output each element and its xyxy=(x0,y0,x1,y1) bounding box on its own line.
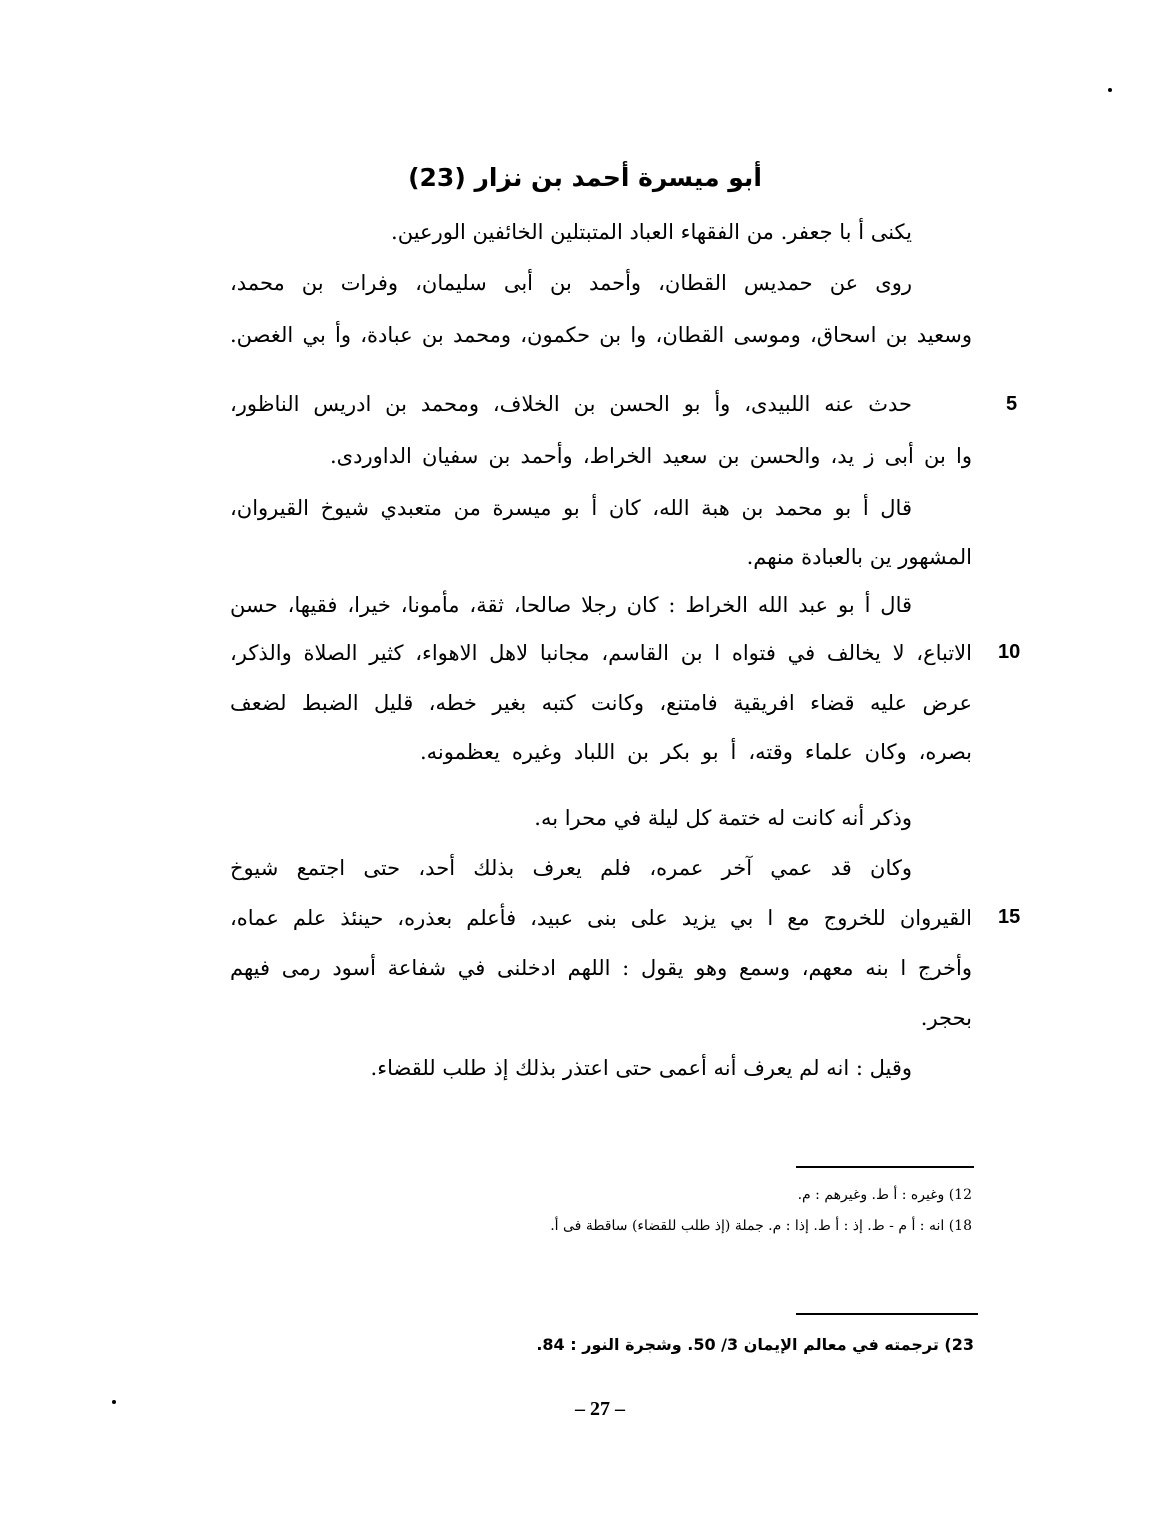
line-number-10: 10 xyxy=(998,641,1021,663)
text-line-12: وذكر أنه كانت له ختمة كل ليلة في محرا به. xyxy=(534,806,912,830)
apparatus-note-18: 18) انه : أ م - ط. إذ : أ ط. إذا : م. جملة (إذ طلب للقضاء) ساقطة فى أ. xyxy=(550,1218,972,1234)
biography-heading: أبو ميسرة أحمد بن نزار (23) xyxy=(408,163,762,192)
text-line-17: وقيل : انه لم يعرف أنه أعمى حتى اعتذر بذلك إذ طلب للقضاء. xyxy=(370,1056,912,1080)
text-line-8: قال أ بو عبد الله الخراط : كان رجلا صالحا، ثقة، مأمونا، خيرا، فقيها، حسن xyxy=(230,593,913,617)
text-line-16: بحجر. xyxy=(920,1006,972,1030)
text-line-2: روى عن حمديس القطان، وأحمد بن أبى سليمان، وفرات بن محمد، xyxy=(230,271,912,295)
text-line-7: المشهور ين بالعبادة منهم. xyxy=(746,545,972,569)
text-line-14: القيروان للخروج مع ا بي يزيد على بنى عبيد، فأعلم بعذره، حينئذ علم عماه، xyxy=(230,906,972,930)
text-line-1: يكنى أ با جعفر. من الفقهاء العباد المتبتلين الخائفين الورعين. xyxy=(391,220,912,244)
text-line-9: الاتباع، لا يخالف في فتواه ا بن القاسم، مجانبا لاهل الاهواء، كثير الصلاة والذكر، xyxy=(230,641,972,665)
line-number-5: 5 xyxy=(1006,393,1018,415)
scan-speck xyxy=(112,1400,116,1404)
text-line-5: وا بن أبى ز يد، والحسن بن سعيد الخراط، وأحمد بن سفيان الداوردى. xyxy=(330,444,972,468)
line-number-15: 15 xyxy=(998,906,1021,928)
text-line-4: حدث عنه اللبيدى، وأ بو الحسن بن الخلاف، ومحمد بن ادريس الناظور، xyxy=(230,392,912,416)
text-line-6: قال أ بو محمد بن هبة الله، كان أ بو ميسرة من متعبدي شيوخ القيروان، xyxy=(230,496,912,520)
source-note: 23) ترجمته في معالم الإيمان 3/ 50. وشجرة النور : 84. xyxy=(536,1335,974,1354)
page-number: – 27 – xyxy=(575,1398,625,1420)
text-line-3: وسعيد بن اسحاق، وموسى القطان، وا بن حكمون، ومحمد بن عبادة، وأ بي الغصن. xyxy=(230,323,972,347)
scan-speck xyxy=(1108,88,1112,92)
apparatus-rule xyxy=(796,1166,974,1168)
text-line-11: بصره، وكان علماء وقته، أ بو بكر بن اللباد وغيره يعظمونه. xyxy=(420,740,972,764)
apparatus-note-12: 12) وغيره : أ ط. وغيرهم : م. xyxy=(797,1187,972,1203)
text-line-13: وكان قد عمي آخر عمره، فلم يعرف بذلك أحد، حتى اجتمع شيوخ xyxy=(230,856,912,880)
source-note-rule xyxy=(796,1313,978,1315)
text-line-15: وأخرج ا بنه معهم، وسمع وهو يقول : اللهم ادخلنى في شفاعة أسود رمى فيهم xyxy=(230,956,972,980)
text-line-10: عرض عليه قضاء افريقية فامتنع، وكانت كتبه بغير خطه، قليل الضبط لضعف xyxy=(230,691,972,715)
